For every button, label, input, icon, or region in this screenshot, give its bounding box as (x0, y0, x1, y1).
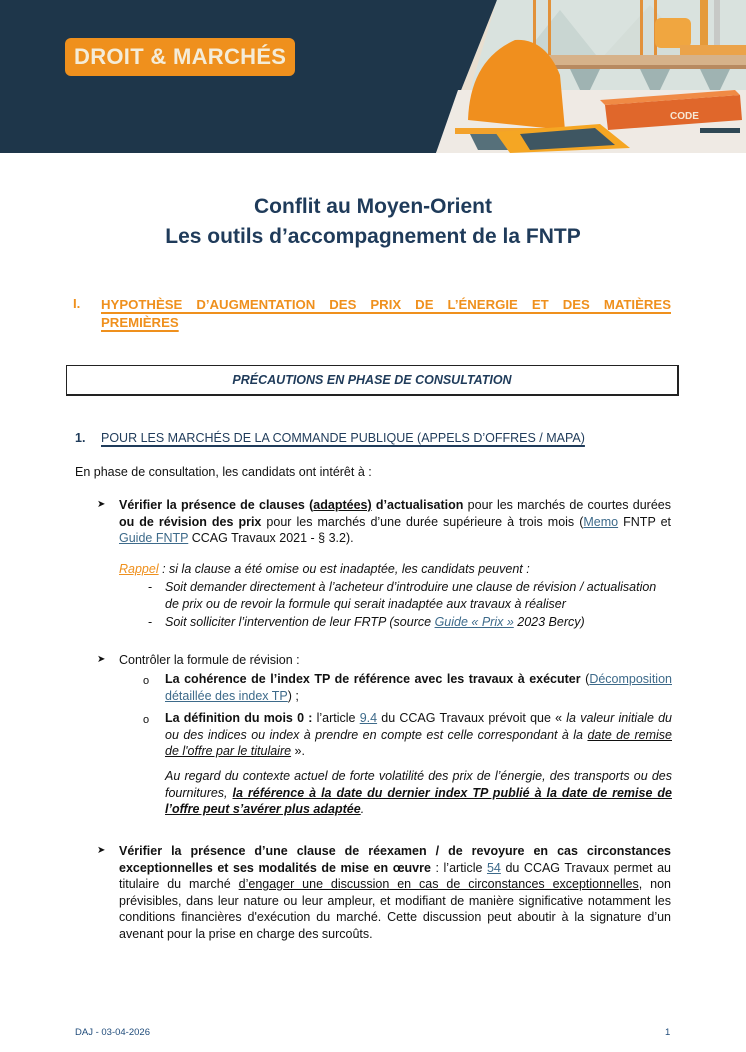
rappel-label[interactable]: Rappel (119, 562, 159, 576)
construction-illustration (0, 0, 746, 153)
rappel-option-1: Soit demander directement à l’acheteur d’introduire une clause de révision / actualisation de prix ou de revoir la formule qui serait inadaptée aux travaux à réaliser (165, 580, 657, 611)
text: l’article (312, 711, 360, 725)
text-bold: La cohérence de l’index TP de référence avec les travaux à exécuter (165, 672, 581, 686)
text: , non prévisibles, dans leur nature ou leur ampleur, et modifiant de manière significative notamment les conditions financières d'exécution du marché. Cette discussion peut aboutir à la signature d’un avenant pour la prise en charge des surcoûts. (119, 877, 671, 941)
section-heading (73, 296, 671, 332)
item-control-formula: Contrôler la formule de révision : (119, 653, 300, 667)
document-title-line2: Les outils d’accompagnement de la FNTP (165, 225, 581, 248)
text: ) ; (287, 688, 299, 703)
article-54-link[interactable]: 54 (486, 860, 501, 875)
text-italic: la valeur initiale du ou des indices ou index à prendre en compte est celle correspondant à la (165, 711, 672, 742)
dash-bullet: - (148, 615, 153, 629)
section-title-line1: HYPOTHÈSE D’AUGMENTATION DES PRIX DE L’ÉNERGIE ET DES MATIÈRES (101, 297, 671, 312)
item-verify-clauses (119, 497, 671, 547)
dash-bullet: - (148, 580, 153, 594)
page-number: 1 (665, 1027, 671, 1038)
text-bold: ou de révision des prix (119, 514, 262, 529)
text: : l’article (430, 860, 487, 875)
sub-item-coherence (165, 671, 672, 704)
text: du CCAG Travaux prévoit que « (377, 711, 567, 725)
text-bold: Vérifier la présence de clauses ( (119, 498, 314, 512)
text: pour les marchés de courtes durées (463, 498, 671, 512)
text: pour les marchés d’une durée supérieure à trois mois ( (261, 514, 584, 529)
boxed-subtitle: PRÉCAUTIONS EN PHASE DE CONSULTATION (66, 365, 679, 396)
text: Soit solliciter l’intervention de leur FRTP (source (165, 615, 435, 629)
section-title-line2: PREMIÈRES (101, 315, 179, 330)
header-banner (0, 0, 746, 153)
text: ». (291, 744, 305, 758)
intro-paragraph: En phase de consultation, les candidats ont intérêt à : (75, 465, 372, 479)
item-reexamen-clause (119, 843, 671, 942)
circle-bullet-icon: o (143, 714, 150, 726)
text-bold-underline: adaptées) (313, 498, 372, 512)
decomposition-index-link[interactable]: Décomposition détaillée des index TP (165, 672, 672, 703)
document-title-line1: Conflit au Moyen-Orient (254, 195, 492, 218)
text: CCAG Travaux 2021 - § 3.2). (188, 531, 354, 545)
text-italic: Au regard du contexte actuel de forte volatilité des prix de l’énergie, des transports ou des fournitures, (165, 769, 672, 800)
text: : si la clause a été omise ou est inadaptée, les candidats peuvent : (158, 562, 530, 576)
guide-fntp-link[interactable]: Guide FNTP (119, 531, 189, 545)
memo-link[interactable]: Memo (583, 514, 619, 529)
rappel-paragraph (119, 561, 530, 578)
arrow-bullet-icon: ➤ (97, 654, 106, 665)
section-number: I. (73, 296, 81, 311)
guide-prix-link[interactable]: Guide « Prix » (434, 615, 514, 629)
text-underline: d’engager une discussion en cas de circonstances exceptionnelles (238, 877, 639, 891)
footer-date: DAJ - 03-04-2026 (75, 1027, 150, 1038)
text-bold: Vérifier la présence d’une clause de réexamen / de revoyure en cas circonstances exceptionnelles et ses modalités de mise en œuvre (119, 844, 671, 875)
arrow-bullet-icon: ➤ (97, 499, 106, 510)
arrow-bullet-icon: ➤ (97, 845, 106, 856)
text: FNTP et (618, 514, 672, 529)
book-label: CODE (670, 111, 699, 122)
text: du CCAG Travaux permet au titulaire du marché (119, 860, 671, 891)
subsection-title: POUR LES MARCHÉS DE LA COMMANDE PUBLIQUE (APPELS D’OFFRES / MAPA) (101, 431, 585, 445)
article-9-4-link[interactable]: 9.4 (359, 711, 378, 725)
text: 2023 Bercy) (513, 615, 585, 629)
brand-badge: DROIT & MARCHÉS (65, 38, 295, 76)
text-italic-underline: date de remise de l'offre par le titulaire (165, 727, 672, 758)
text-bold-italic-underline: la référence à la date du dernier index TP publié à la date de remise de l’offre peut s’avérer plus adaptée (165, 785, 672, 816)
subsection-heading (75, 431, 585, 445)
sub-item-mois-0 (165, 710, 672, 760)
text-bold: d’actualisation (371, 498, 464, 512)
circle-bullet-icon: o (143, 675, 150, 687)
text: ( (580, 672, 590, 686)
subsection-number: 1. (75, 431, 86, 445)
rappel-option-2 (165, 614, 672, 631)
text: . (360, 802, 365, 816)
volatility-note (165, 768, 672, 818)
text-bold: La définition du mois 0 : (165, 711, 313, 725)
